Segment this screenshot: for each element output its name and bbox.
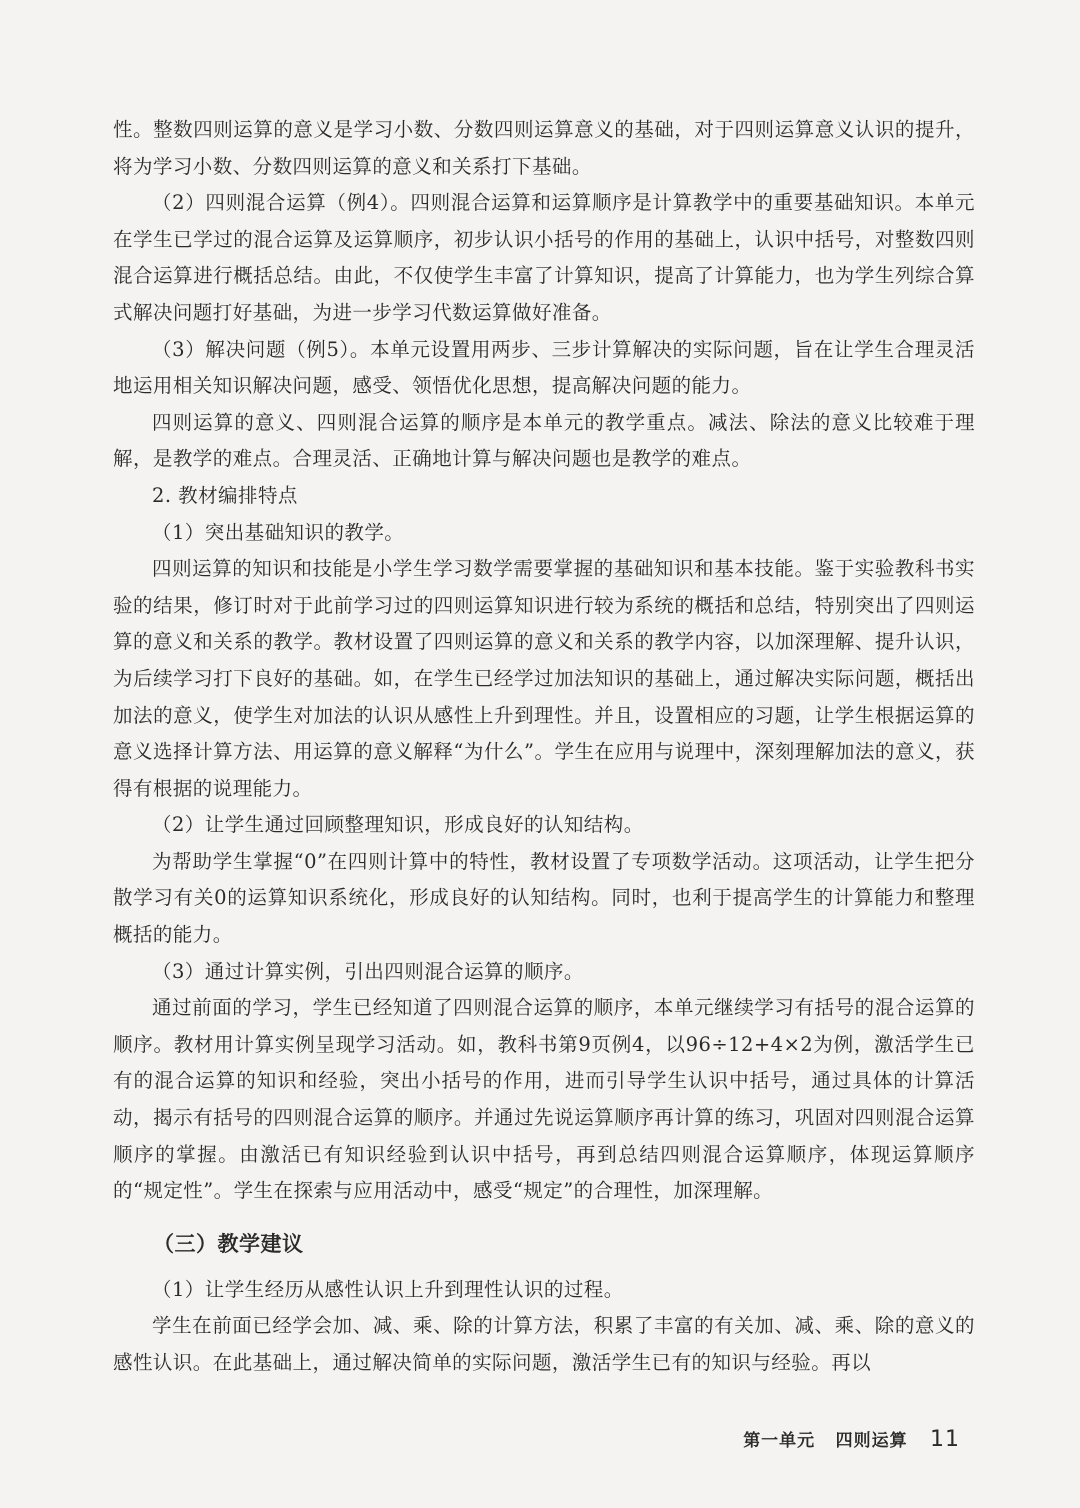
- paragraph-7: 四则运算的知识和技能是小学生学习数学需要掌握的基础知识和基本技能。鉴于实验教科书实验的结果，修订时对于此前学习过的四则运算知识进行较为系统的概括和总结，特别突出了四则运算的意义和关系的教学。教材设置了四则运算的意义和关系的教学内容，以加深理解、提升认识，为后续学习打下良好的基础。如，在学生已经学过加法知识的基础上，通过解决实际问题，概括出加法的意义，使学生对加法的认识从感性上升到理性。并且，设置相应的习题，让学生根据运算的意义选择计算方法、用运算的意义解释“为什么”。学生在应用与说理中，深刻理解加法的意义，获得有根据的说理能力。: [113, 557, 975, 800]
- page-footer: [743, 1426, 960, 1452]
- page-body: [113, 112, 975, 1382]
- paragraph-4: 四则运算的意义、四则混合运算的顺序是本单元的教学重点。减法、除法的意义比较难于理解，是教学的难点。合理灵活、正确地计算与解决问题也是教学的难点。: [113, 410, 975, 471]
- paragraph-9: 为帮助学生掌握“0”在四则计算中的特性，教材设置了专项数学活动。这项活动，让学生把分散学习有关0的运算知识系统化，形成良好的认知结构。同时，也利于提高学生的计算能力和整理概括的能力。: [113, 849, 975, 947]
- paragraph-12: （1）让学生经历从感性认识上升到理性认识的过程。: [152, 1277, 624, 1301]
- paragraph-10: （3）通过计算实例，引出四则混合运算的顺序。: [152, 959, 584, 983]
- paragraph-11: 通过前面的学习，学生已经知道了四则混合运算的顺序，本单元继续学习有括号的混合运算的顺序。教材用计算实例呈现学习活动。如，教科书第9页例4，以96÷12+4×2为例，激活学生已有的混合运算的知识和经验，突出小括号的作用，进而引导学生认识中括号，通过具体的计算活动，揭示有括号的四则混合运算的顺序。并通过先说运算顺序再计算的练习，巩固对四则混合运算顺序的掌握。由激活已有知识经验到认识中括号，再到总结四则混合运算顺序，体现运算顺序的“规定性”。学生在探索与应用活动中，感受“规定”的合理性，加深理解。: [113, 996, 975, 1203]
- paragraph-6: （1）突出基础知识的教学。: [152, 520, 405, 544]
- section-heading-teaching-suggestions: （三）教学建议: [153, 1231, 304, 1256]
- paragraph-1: 性。整数四则运算的意义是学习小数、分数四则运算意义的基础，对于四则运算意义认识的提升，将为学习小数、分数四则运算的意义和关系打下基础。: [113, 118, 975, 178]
- paragraph-3: （3）解决问题（例5）。本单元设置用两步、三步计算解决的实际问题，旨在让学生合理灵活地运用相关知识解决问题，感受、领悟优化思想，提高解决问题的能力。: [113, 337, 975, 398]
- footer-topic: 四则运算: [835, 1431, 908, 1451]
- footer-unit: 第一单元: [743, 1431, 816, 1451]
- subheading-teaching-features: 2. 教材编排特点: [152, 483, 298, 507]
- page-number: 11: [930, 1427, 960, 1452]
- paragraph-8: （2）让学生通过回顾整理知识，形成良好的认知结构。: [152, 813, 644, 837]
- paragraph-2: （2）四则混合运算（例4）。四则混合运算和运算顺序是计算教学中的重要基础知识。本单元在学生已学过的混合运算及运算顺序，初步认识小括号的作用的基础上，认识中括号，对整数四则混合运算进行概括总结。由此，不仅使学生丰富了计算知识，提高了计算能力，也为学生列综合算式解决问题打好基础，为进一步学习代数运算做好准备。: [113, 191, 975, 324]
- paragraph-13: 学生在前面已经学会加、减、乘、除的计算方法，积累了丰富的有关加、减、乘、除的意义的感性认识。在此基础上，通过解决简单的实际问题，激活学生已有的知识与经验。再以: [113, 1314, 975, 1374]
